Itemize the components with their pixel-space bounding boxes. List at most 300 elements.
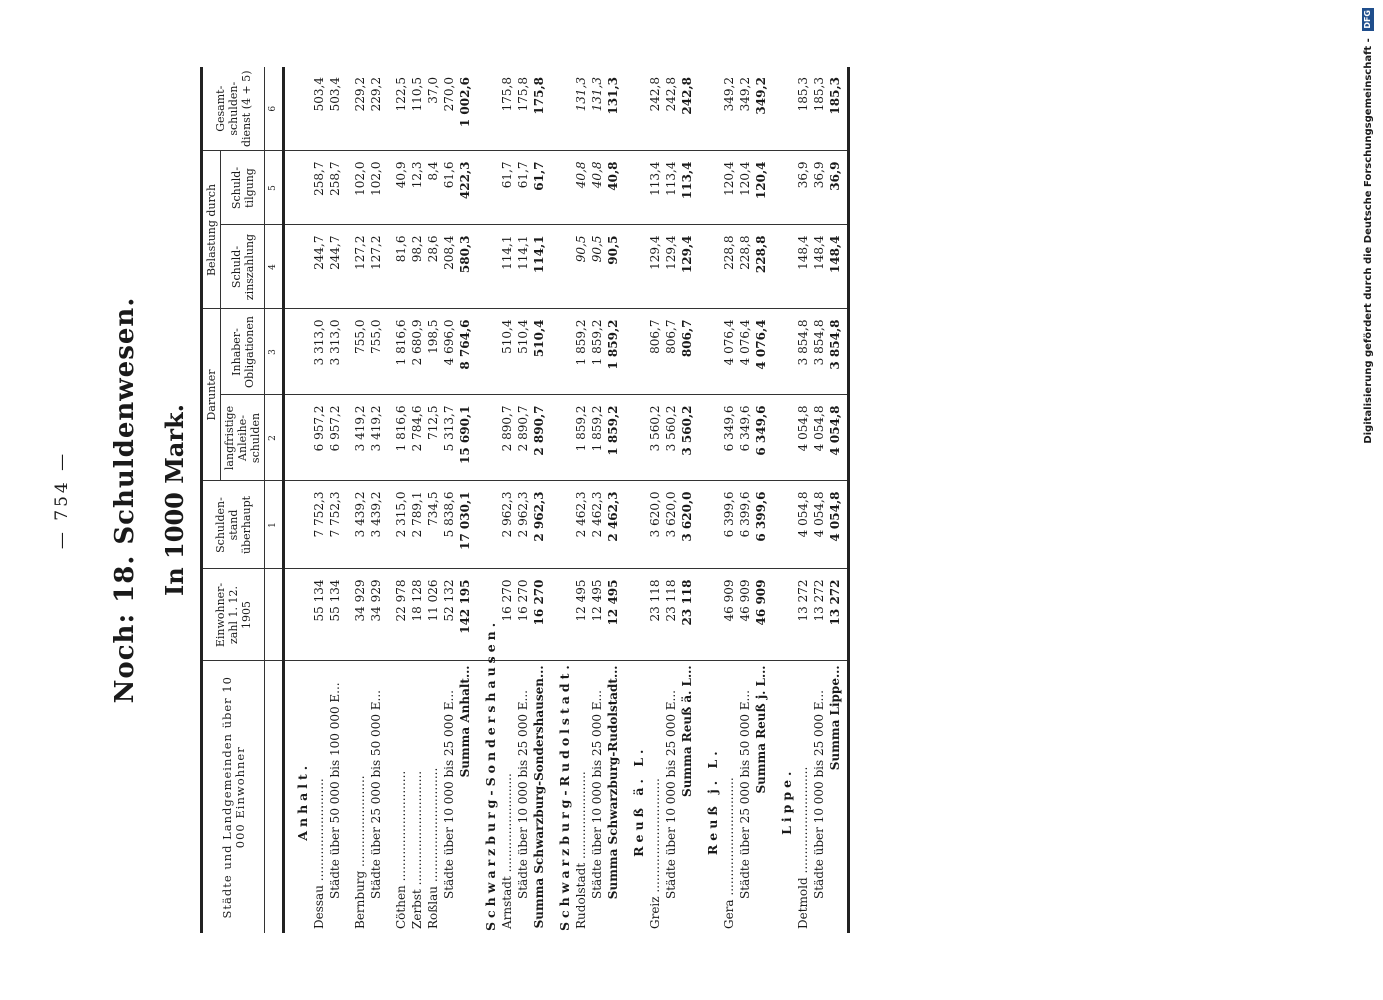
value-cell: 114,1 bbox=[531, 225, 547, 309]
value-cell: 3 313,0 bbox=[311, 309, 327, 395]
value-cell: 114,1 bbox=[515, 225, 531, 309]
value-cell: 8 764,6 bbox=[457, 309, 473, 395]
table-row bbox=[795, 67, 811, 933]
empty-cell bbox=[473, 151, 499, 225]
population-cell: 16 270 bbox=[499, 569, 515, 661]
population-cell: 16 270 bbox=[515, 569, 531, 661]
empty-cell bbox=[769, 569, 795, 661]
empty-cell bbox=[621, 569, 647, 661]
row-label: Roßlau bbox=[426, 886, 440, 929]
empty-cell bbox=[547, 395, 573, 481]
sum-row bbox=[753, 67, 769, 933]
value-cell: 122,5 bbox=[393, 67, 409, 151]
row-label: Greiz bbox=[648, 896, 662, 929]
state-header-row bbox=[769, 67, 795, 933]
dot-leader: ............................. bbox=[394, 770, 408, 882]
empty-cell bbox=[843, 151, 849, 225]
empty-cell bbox=[621, 67, 647, 151]
state-name: Schwarzburg-Sondershausen. bbox=[483, 618, 498, 931]
value-cell: 129,4 bbox=[679, 225, 695, 309]
row-label: Städte über 50 000 bis 100 000 E... bbox=[328, 682, 342, 899]
value-cell: 127,2 bbox=[352, 225, 368, 309]
dot-leader: ........................ bbox=[353, 775, 367, 867]
empty-cell bbox=[284, 309, 312, 395]
value-cell: 185,3 bbox=[795, 67, 811, 151]
state-name: Reuß ä. L. bbox=[631, 745, 646, 857]
header-num-blank bbox=[265, 569, 284, 661]
value-cell: 40,8 bbox=[605, 151, 621, 225]
value-cell: 2 462,3 bbox=[589, 481, 605, 569]
empty-cell bbox=[384, 661, 393, 933]
value-cell: 127,2 bbox=[368, 225, 384, 309]
population-cell: 16 270 bbox=[531, 569, 547, 661]
city-name bbox=[721, 661, 737, 933]
row-label: Städte über 10 000 bis 25 000 E... bbox=[664, 690, 678, 899]
value-cell: 4 696,0 bbox=[441, 309, 457, 395]
row-label: Cöthen bbox=[394, 885, 408, 929]
value-cell: 6 957,2 bbox=[311, 395, 327, 481]
empty-cell bbox=[384, 309, 393, 395]
row-label: Rudolstadt bbox=[574, 862, 588, 929]
page-subtitle: In 1000 Mark. bbox=[160, 404, 189, 596]
value-cell: 349,2 bbox=[753, 67, 769, 151]
sum-label bbox=[679, 661, 695, 933]
value-cell: 806,7 bbox=[679, 309, 695, 395]
row-label: Summa Anhalt... bbox=[458, 665, 472, 778]
column-number: 1 bbox=[265, 481, 284, 569]
value-cell: 5 838,6 bbox=[441, 481, 457, 569]
row-label: Arnstadt bbox=[500, 876, 514, 929]
sum-label bbox=[531, 661, 547, 933]
empty-cell bbox=[843, 481, 849, 569]
value-cell: 3 854,8 bbox=[827, 309, 843, 395]
state-name: Anhalt. bbox=[295, 761, 310, 841]
value-cell: 6 349,6 bbox=[737, 395, 753, 481]
sum-label bbox=[753, 661, 769, 933]
empty-cell bbox=[343, 569, 352, 661]
empty-cell bbox=[769, 395, 795, 481]
empty-cell bbox=[843, 661, 849, 933]
value-cell: 755,0 bbox=[352, 309, 368, 395]
value-cell: 120,4 bbox=[753, 151, 769, 225]
value-cell: 3 854,8 bbox=[811, 309, 827, 395]
page-title: Noch: 18. Schuldenwesen. bbox=[110, 296, 140, 704]
value-cell: 2 784,6 bbox=[409, 395, 425, 481]
table-row bbox=[368, 67, 384, 933]
value-cell: 2 962,3 bbox=[499, 481, 515, 569]
empty-cell bbox=[384, 67, 393, 151]
value-cell: 4 054,8 bbox=[811, 481, 827, 569]
value-cell: 229,2 bbox=[368, 67, 384, 151]
header-num-blank bbox=[265, 661, 284, 933]
value-cell: 1 859,2 bbox=[573, 309, 589, 395]
value-cell: 6 399,6 bbox=[737, 481, 753, 569]
value-cell: 3 439,2 bbox=[368, 481, 384, 569]
header-darunter: Darunter bbox=[202, 309, 221, 481]
value-cell: 4 054,8 bbox=[795, 395, 811, 481]
table-body bbox=[284, 67, 849, 933]
value-cell: 4 054,8 bbox=[827, 481, 843, 569]
population-cell: 22 978 bbox=[393, 569, 409, 661]
sum-label bbox=[457, 661, 473, 933]
value-cell: 113,4 bbox=[663, 151, 679, 225]
column-number: 5 bbox=[265, 151, 284, 225]
value-cell: 3 560,2 bbox=[647, 395, 663, 481]
population-cell: 18 128 bbox=[409, 569, 425, 661]
table-row bbox=[737, 67, 753, 933]
value-cell: 2 462,3 bbox=[573, 481, 589, 569]
value-cell: 98,2 bbox=[409, 225, 425, 309]
value-cell: 2 890,7 bbox=[531, 395, 547, 481]
value-cell: 90,5 bbox=[589, 225, 605, 309]
value-cell: 40,8 bbox=[589, 151, 605, 225]
size-class-label bbox=[327, 661, 343, 933]
row-label: Bernburg bbox=[353, 870, 367, 929]
value-cell: 1 859,2 bbox=[589, 309, 605, 395]
empty-cell bbox=[343, 309, 352, 395]
population-cell: 12 495 bbox=[605, 569, 621, 661]
value-cell: 3 620,0 bbox=[647, 481, 663, 569]
empty-cell bbox=[769, 225, 795, 309]
city-name bbox=[647, 661, 663, 933]
city-name bbox=[499, 661, 515, 933]
empty-cell bbox=[343, 151, 352, 225]
value-cell: 349,2 bbox=[721, 67, 737, 151]
value-cell: 4 076,4 bbox=[721, 309, 737, 395]
size-class-label bbox=[368, 661, 384, 933]
empty-cell bbox=[284, 569, 312, 661]
value-cell: 148,4 bbox=[795, 225, 811, 309]
value-cell: 40,8 bbox=[573, 151, 589, 225]
empty-cell bbox=[547, 151, 573, 225]
population-cell: 12 495 bbox=[589, 569, 605, 661]
value-cell: 6 399,6 bbox=[721, 481, 737, 569]
value-cell: 113,4 bbox=[679, 151, 695, 225]
state-header-row bbox=[621, 67, 647, 933]
value-cell: 228,8 bbox=[721, 225, 737, 309]
value-cell: 2 315,0 bbox=[393, 481, 409, 569]
value-cell: 148,4 bbox=[827, 225, 843, 309]
row-label: Detmold bbox=[796, 877, 810, 929]
value-cell: 102,0 bbox=[352, 151, 368, 225]
population-cell: 46 909 bbox=[753, 569, 769, 661]
empty-cell bbox=[343, 225, 352, 309]
empty-cell bbox=[769, 67, 795, 151]
table-bottom-rule bbox=[843, 67, 849, 933]
value-cell: 242,8 bbox=[663, 67, 679, 151]
row-label: Städte über 10 000 bis 25 000 E... bbox=[812, 690, 826, 899]
value-cell: 114,1 bbox=[499, 225, 515, 309]
empty-cell bbox=[384, 395, 393, 481]
value-cell: 258,7 bbox=[311, 151, 327, 225]
value-cell: 40,9 bbox=[393, 151, 409, 225]
value-cell: 755,0 bbox=[368, 309, 384, 395]
empty-cell bbox=[769, 481, 795, 569]
size-class-label bbox=[515, 661, 531, 933]
row-label: Zerbst bbox=[410, 889, 424, 929]
table-row bbox=[327, 67, 343, 933]
size-class-label bbox=[663, 661, 679, 933]
city-name bbox=[795, 661, 811, 933]
value-cell: 2 962,3 bbox=[515, 481, 531, 569]
value-cell: 258,7 bbox=[327, 151, 343, 225]
size-class-label bbox=[441, 661, 457, 933]
value-cell: 1 002,6 bbox=[457, 67, 473, 151]
value-cell: 270,0 bbox=[441, 67, 457, 151]
empty-cell bbox=[384, 569, 393, 661]
empty-cell bbox=[547, 481, 573, 569]
population-cell: 52 132 bbox=[441, 569, 457, 661]
empty-cell bbox=[473, 481, 499, 569]
value-cell: 148,4 bbox=[811, 225, 827, 309]
population-cell: 23 118 bbox=[679, 569, 695, 661]
value-cell: 185,3 bbox=[827, 67, 843, 151]
value-cell: 244,7 bbox=[327, 225, 343, 309]
empty-cell bbox=[547, 67, 573, 151]
sum-row bbox=[531, 67, 547, 933]
state-name: Schwarzburg-Rudolstadt. bbox=[557, 661, 572, 931]
value-cell: 120,4 bbox=[721, 151, 737, 225]
sum-label bbox=[827, 661, 843, 933]
empty-cell bbox=[384, 225, 393, 309]
empty-cell bbox=[695, 309, 721, 395]
value-cell: 2 789,1 bbox=[409, 481, 425, 569]
value-cell: 2 890,7 bbox=[499, 395, 515, 481]
size-class-label bbox=[811, 661, 827, 933]
empty-cell bbox=[621, 225, 647, 309]
empty-cell bbox=[621, 151, 647, 225]
value-cell: 8,4 bbox=[425, 151, 441, 225]
value-cell: 3 560,2 bbox=[663, 395, 679, 481]
city-name bbox=[425, 661, 441, 933]
value-cell: 806,7 bbox=[663, 309, 679, 395]
table-row bbox=[409, 67, 425, 933]
empty-cell bbox=[621, 309, 647, 395]
column-number: 6 bbox=[265, 67, 284, 151]
value-cell: 61,6 bbox=[441, 151, 457, 225]
city-name bbox=[352, 661, 368, 933]
sum-row bbox=[679, 67, 695, 933]
row-label: Summa Lippe... bbox=[828, 665, 842, 771]
table-row bbox=[663, 67, 679, 933]
value-cell: 129,4 bbox=[647, 225, 663, 309]
dot-leader: ....................... bbox=[574, 771, 588, 860]
value-cell: 131,3 bbox=[605, 67, 621, 151]
value-cell: 4 054,8 bbox=[827, 395, 843, 481]
value-cell: 61,7 bbox=[515, 151, 531, 225]
population-cell: 46 909 bbox=[737, 569, 753, 661]
value-cell: 2 680,9 bbox=[409, 309, 425, 395]
value-cell: 61,7 bbox=[499, 151, 515, 225]
sum-label bbox=[605, 661, 621, 933]
population-cell: 13 272 bbox=[795, 569, 811, 661]
header-debt-total: Schulden-stand überhaupt bbox=[202, 481, 265, 569]
empty-cell bbox=[695, 225, 721, 309]
empty-cell bbox=[284, 481, 312, 569]
value-cell: 4 076,4 bbox=[737, 309, 753, 395]
population-cell: 46 909 bbox=[721, 569, 737, 661]
value-cell: 1 859,2 bbox=[605, 309, 621, 395]
size-class-label bbox=[737, 661, 753, 933]
empty-cell bbox=[843, 569, 849, 661]
value-cell: 3 854,8 bbox=[795, 309, 811, 395]
empty-cell bbox=[843, 67, 849, 151]
population-cell: 11 026 bbox=[425, 569, 441, 661]
city-name bbox=[573, 661, 589, 933]
dot-leader: .......................... bbox=[500, 773, 514, 873]
value-cell: 2 890,7 bbox=[515, 395, 531, 481]
empty-cell bbox=[343, 481, 352, 569]
empty-cell bbox=[284, 151, 312, 225]
debt-table-container bbox=[200, 67, 1232, 933]
value-cell: 422,3 bbox=[457, 151, 473, 225]
dot-leader: .............................. bbox=[426, 767, 440, 883]
population-cell: 34 929 bbox=[368, 569, 384, 661]
table-row bbox=[573, 67, 589, 933]
value-cell: 37,0 bbox=[425, 67, 441, 151]
value-cell: 510,4 bbox=[499, 309, 515, 395]
city-name bbox=[409, 661, 425, 933]
value-cell: 3 620,0 bbox=[663, 481, 679, 569]
value-cell: 1 859,2 bbox=[573, 395, 589, 481]
population-cell: 34 929 bbox=[352, 569, 368, 661]
city-name bbox=[393, 661, 409, 933]
value-cell: 3 419,2 bbox=[352, 395, 368, 481]
value-cell: 4 054,8 bbox=[811, 395, 827, 481]
empty-cell bbox=[843, 309, 849, 395]
state-header-row bbox=[284, 67, 312, 933]
value-cell: 503,4 bbox=[327, 67, 343, 151]
dot-leader: ............................ bbox=[796, 766, 810, 874]
value-cell: 61,7 bbox=[531, 151, 547, 225]
dot-leader: .............................. bbox=[410, 770, 424, 886]
row-label: Summa Reuß j. L... bbox=[754, 665, 768, 794]
row-label: Dessau bbox=[312, 885, 326, 929]
value-cell: 7 752,3 bbox=[327, 481, 343, 569]
table-row bbox=[352, 67, 368, 933]
state-header-row bbox=[695, 67, 721, 933]
empty-cell bbox=[284, 395, 312, 481]
row-label: Städte über 10 000 bis 25 000 E... bbox=[516, 690, 530, 899]
empty-cell bbox=[695, 395, 721, 481]
value-cell: 131,3 bbox=[589, 67, 605, 151]
value-cell: 175,8 bbox=[515, 67, 531, 151]
value-cell: 228,8 bbox=[753, 225, 769, 309]
table-row bbox=[441, 67, 457, 933]
sum-row bbox=[827, 67, 843, 933]
value-cell: 1 859,2 bbox=[605, 395, 621, 481]
empty-cell bbox=[473, 67, 499, 151]
value-cell: 5 313,7 bbox=[441, 395, 457, 481]
empty-cell bbox=[343, 67, 352, 151]
empty-cell bbox=[384, 481, 393, 569]
empty-cell bbox=[473, 225, 499, 309]
value-cell: 81,6 bbox=[393, 225, 409, 309]
value-cell: 110,5 bbox=[409, 67, 425, 151]
state-header-row bbox=[473, 67, 499, 933]
empty-cell bbox=[384, 151, 393, 225]
value-cell: 1 859,2 bbox=[589, 395, 605, 481]
value-cell: 113,4 bbox=[647, 151, 663, 225]
empty-cell bbox=[695, 481, 721, 569]
table-row bbox=[393, 67, 409, 933]
dfg-credit-text: Digitalisierung gefördert durch die Deutsche Forschungsgemeinschaft - bbox=[1363, 38, 1374, 444]
value-cell: 503,4 bbox=[311, 67, 327, 151]
value-cell: 1 816,6 bbox=[393, 395, 409, 481]
table-row bbox=[499, 67, 515, 933]
header-interest: Schuld-zinszahlung bbox=[221, 225, 265, 309]
value-cell: 3 560,2 bbox=[679, 395, 695, 481]
value-cell: 90,5 bbox=[605, 225, 621, 309]
empty-cell bbox=[695, 151, 721, 225]
row-label: Städte über 10 000 bis 25 000 E... bbox=[590, 690, 604, 899]
population-cell: 55 134 bbox=[327, 569, 343, 661]
value-cell: 244,7 bbox=[311, 225, 327, 309]
table-row bbox=[425, 67, 441, 933]
value-cell: 6 399,6 bbox=[753, 481, 769, 569]
empty-cell bbox=[284, 225, 312, 309]
dot-leader: .............................. bbox=[648, 778, 662, 893]
header-cities: Städte und Landgemeinden über 10 000 Einwohner bbox=[202, 661, 265, 933]
value-cell: 712,5 bbox=[425, 395, 441, 481]
population-cell: 23 118 bbox=[663, 569, 679, 661]
value-cell: 15 690,1 bbox=[457, 395, 473, 481]
value-cell: 208,4 bbox=[441, 225, 457, 309]
value-cell: 1 816,6 bbox=[393, 309, 409, 395]
population-cell: 142 195 bbox=[457, 569, 473, 661]
empty-cell bbox=[621, 395, 647, 481]
value-cell: 120,4 bbox=[737, 151, 753, 225]
header-total-service: Gesamt-schulden-dienst (4 + 5) bbox=[202, 67, 265, 151]
row-label: Städte über 10 000 bis 25 000 E... bbox=[442, 690, 456, 899]
value-cell: 510,4 bbox=[515, 309, 531, 395]
value-cell: 349,2 bbox=[737, 67, 753, 151]
empty-cell bbox=[473, 395, 499, 481]
value-cell: 3 620,0 bbox=[679, 481, 695, 569]
value-cell: 131,3 bbox=[573, 67, 589, 151]
value-cell: 2 462,3 bbox=[605, 481, 621, 569]
value-cell: 734,5 bbox=[425, 481, 441, 569]
empty-cell bbox=[547, 225, 573, 309]
row-label: Summa Reuß ä. L... bbox=[680, 665, 694, 797]
value-cell: 36,9 bbox=[827, 151, 843, 225]
dot-leader: ........................... bbox=[312, 778, 326, 882]
row-label: Gera bbox=[722, 899, 736, 929]
value-cell: 12,3 bbox=[409, 151, 425, 225]
value-cell: 4 054,8 bbox=[795, 481, 811, 569]
value-cell: 7 752,3 bbox=[311, 481, 327, 569]
sum-row bbox=[457, 67, 473, 933]
value-cell: 36,9 bbox=[811, 151, 827, 225]
value-cell: 580,3 bbox=[457, 225, 473, 309]
empty-cell bbox=[769, 151, 795, 225]
population-cell: 13 272 bbox=[811, 569, 827, 661]
empty-cell bbox=[547, 309, 573, 395]
population-cell: 13 272 bbox=[827, 569, 843, 661]
empty-cell bbox=[769, 309, 795, 395]
population-cell: 12 495 bbox=[573, 569, 589, 661]
value-cell: 242,8 bbox=[647, 67, 663, 151]
header-bearer: Inhaber-Obligationen bbox=[221, 309, 265, 395]
column-number: 4 bbox=[265, 225, 284, 309]
empty-cell bbox=[843, 395, 849, 481]
table-row bbox=[515, 67, 531, 933]
value-cell: 102,0 bbox=[368, 151, 384, 225]
value-cell: 198,5 bbox=[425, 309, 441, 395]
value-cell: 175,8 bbox=[499, 67, 515, 151]
value-cell: 36,9 bbox=[795, 151, 811, 225]
state-header-row bbox=[547, 67, 573, 933]
